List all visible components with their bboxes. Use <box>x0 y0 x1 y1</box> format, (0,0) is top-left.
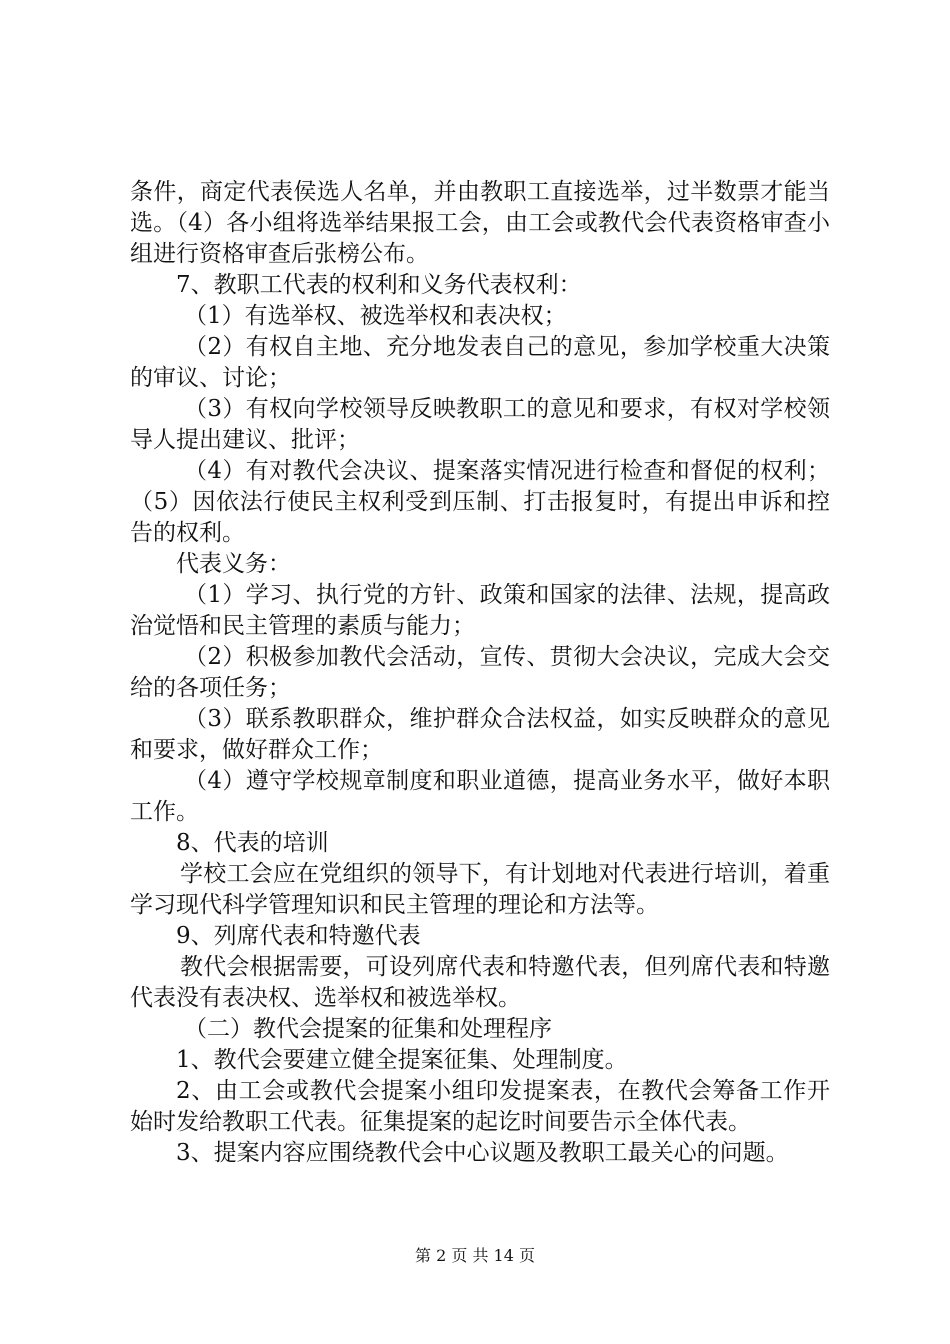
page-number-footer: 第 2 页 共 14 页 <box>415 1246 535 1265</box>
duty-item-1: （1）学习、执行党的方针、政策和国家的法律、法规，提高政治觉悟和民主管理的素质与能力； <box>130 582 830 639</box>
heading-training: 8、代表的培训 <box>176 830 329 856</box>
right-item-2: （2）有权自主地、充分地发表自己的意见，参加学校重大决策的审议、讨论； <box>130 334 830 391</box>
proposal-item-2: 2、由工会或教代会提案小组印发提案表，在教代会筹备工作开始时发给教职工代表。征集提案的起讫时间要告示全体代表。 <box>130 1078 830 1135</box>
right-item-4-5: （4）有对教代会决议、提案落实情况进行检查和督促的权利；（5）因依法行使民主权利受到压制、打击报复时，有提出申诉和控告的权利。 <box>130 458 830 546</box>
duty-item-4: （4）遵守学校规章制度和职业道德，提高业务水平，做好本职工作。 <box>130 768 830 825</box>
paragraph-training: 学校工会应在党组织的领导下，有计划地对代表进行培训，着重学习现代科学管理知识和民主管理的理论和方法等。 <box>130 861 830 918</box>
duty-item-2: （2）积极参加教代会活动，宣传、贯彻大会决议，完成大会交给的各项任务； <box>130 644 830 701</box>
heading-proposal-procedure: （二）教代会提案的征集和处理程序 <box>184 1016 552 1042</box>
paragraph-observer-delegates: 教代会根据需要，可设列席代表和特邀代表，但列席代表和特邀代表没有表决权、选举权和被选举权。 <box>130 954 830 1011</box>
duty-item-3: （3）联系教职群众，维护群众合法权益，如实反映群众的意见和要求，做好群众工作； <box>130 706 830 763</box>
heading-observer-delegates: 9、列席代表和特邀代表 <box>176 923 421 949</box>
paragraph-election-continued: 条件，商定代表侯选人名单，并由教职工直接选举，过半数票才能当选。（4）各小组将选举结果报工会，由工会或教代会代表资格审查小组进行资格审查后张榜公布。 <box>130 179 830 267</box>
proposal-item-1: 1、教代会要建立健全提案征集、处理制度。 <box>176 1047 628 1073</box>
document-body <box>130 177 830 1169</box>
heading-duties: 代表义务： <box>176 551 291 577</box>
right-item-3: （3）有权向学校领导反映教职工的意见和要求，有权对学校领导人提出建议、批评； <box>130 396 830 453</box>
right-item-1: （1）有选举权、被选举权和表决权； <box>184 303 567 329</box>
heading-rights-and-duties: 7、教职工代表的权利和义务代表权利： <box>176 272 582 298</box>
proposal-item-3: 3、提案内容应围绕教代会中心议题及教职工最关心的问题。 <box>176 1140 789 1166</box>
